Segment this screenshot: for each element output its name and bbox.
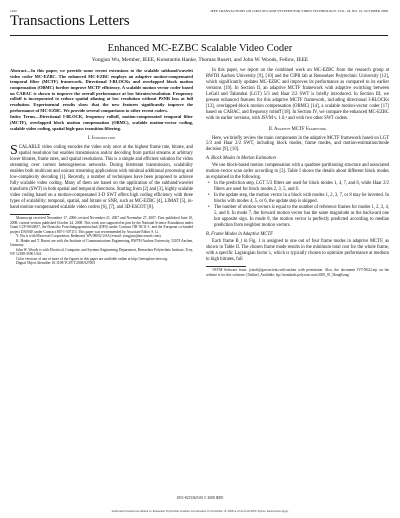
footnote-divider: [10, 214, 50, 215]
paper-title: Enhanced MC-EZBC Scalable Video Coder: [107, 43, 293, 54]
footnote-author-woods: John W. Woods is with Electrical, Computer, and Systems Engineering Department, Rensselaer Polytechnic Institute, Troy, NY 12180-3590 USA.: [10, 247, 193, 257]
section-title: Transactions Letters: [10, 13, 130, 29]
frame-modes-paragraph: Each frame B_t in Fig. 1 is assigned to one out of four frame modes in adaptive MCTF, as shown in Table II. The chosen frame mode results in the minimum total cost for the whole frame, with a specific Lagrangian factor λ, which is typically chosen to optimize performance at medium to high bitrates, full: [206, 238, 389, 262]
copyright-id: 1051-8215/$25.00 © 2008 IEEE: [176, 496, 224, 500]
footnote-divider: [206, 266, 246, 267]
heading-introduction: I. Introduction: [87, 136, 116, 142]
paper-authors: Yongjun Wu, Member, IEEE, Konstantin Hanke, Thomas Rusert, and John W. Woods, Fellow, IEEE: [91, 57, 309, 63]
intro-paragraph: SCALABLE video coding encodes the video only once at the highest frame rate, bitrate, and spatial resolution but enables transmission and/or decoding from partial streams at arbitrary lower bitrates, frame rates, and spatial resolutions. This is a simple and efficient solution for video streaming over current heterogeneous networks. During bitstream transmission, scalability enables both multicast and unicast streaming applications with minimal additional processing and low-complexity decoding [1]. Recently, a number of techniques have been proposed to achieve fully scalable video coding. Many of them are based on the application of the subband/wavelet transform (SWT) in both spatial and temporal directions. Starting from [2] and [3], highly scalable video coding based on a motion-compensated 3-D SWT offers high coding efficiency with three types of scalability: temporal, spatial, and bitrate or SNR, such as MC-EZBC [4], LIMAT [5], in-band motion-compensated scalable video coders [6], [7], and 3D-ESCOT [8].: [10, 143, 193, 210]
list-item: • The number of motion vectors is equal to the number of reference frames for modes 1, 2, 3, 4, 5, and 6. In mode 7, the forward motion vector has the same magnitude as the backward one but opposite sign. In mode 8, the motion vector is perfectly predicted according to median prediction from neighbor motion vectors.: [214, 205, 389, 229]
journal-header: IEEE TRANSACTIONS ON CIRCUITS AND SYSTEMS FOR VIDEO TECHNOLOGY, VOL. 18, NO. 10, OCTOBER 2008: [210, 9, 388, 13]
list-item: • In the update step, the motion vector in a block with modes 1, 2, 3, 7, or 8 may be inverted. In blocks with modes 4, 5, or 6, the update step is skipped.: [214, 193, 389, 205]
footnote-manuscript: Manuscript received November 17, 2006; revised November 21, 2007 and November 27, 2007. First published June 10, 2008; current version published October 24, 2008. This work was supported in part by the National Science Foundation under Grant CCF-0634837, the Deutsche Forschungsgemeinschaft (DFG) under Contract OH 50/11-1, and the European co-funded project DANAE under Contract IST-1-507113. This paper was recommended by Associate Editor S. Li.: [10, 216, 193, 234]
abstract: Abstract—In this paper, we provide some recent extensions to the scalable subband/wavelet video coder MC-EZBC. The enhanced MC-EZBC employs an adaptive motion-compensated temporal filter (MCTF) framework. Directional I-BLOCKs and overlapped block motion compensation (OBMC) further improve MCTF efficiency. A scalable motion vector coder based on CABAC is shown to improve the overall performance at low bitrates/resolution. Frequency rolloff is incorporated to reduce spatial aliasing at low resolution without PSNR loss at full resolution. Experimental results show that the new features significantly improve the performance of MC-EZBC. We provide several comparisons to other recent coders.: [10, 68, 193, 113]
footnote-author-hanke: K. Hanke and T. Rusert are with the Institute of Communications Engineering, RWTH Aachen University, 52074 Aachen, Germany.: [10, 238, 193, 248]
title-divider: [10, 35, 388, 36]
left-column: [10, 68, 193, 266]
adaptive-mctf-paragraph: Here, we briefly review the main components in the adaptive MCTF framework based on LGT 5/3 and Haar 2/2 SWT, including block modes, frame modes, and motion-estimation/mode decision [9], [10].: [206, 135, 389, 153]
footnote-jsvm: ¹JSVM Software from: jvtsoft@garcon.ient.rwth-aachen with permission. Also, the document JVT-N022.zip on the website is for this software. [Online]. Available: ftp://standards.polycom.com/2005_01_HongKong/: [206, 268, 389, 277]
subheading-block-modes: A. Block Modes in Motion Estimation: [206, 156, 276, 162]
index-terms: Index Terms—Directional I-BLOCK, frequency rolloff, motion-compensated temporal filter (MCTF), overlapped block motion compensation (OBMC), scalable motion-vector coding, scalable video coding, spatial high-pass transition filtering.: [10, 114, 193, 131]
list-item: • In the prediction step, LGT 5/3 filters are used for block modes 1, 4, 7, and 8, while Haar 2/2 filters are used for block modes 2, 3, 5, and 6.: [214, 181, 389, 193]
access-disclaimer: Authorized licensed use limited to: Rensselaer Polytechnic Institute. Downloaded on November 19, 2008 at 10:44 from IEEE Xplore. Restrictions apply.: [111, 509, 289, 513]
heading-adaptive-mctf: II. Adaptive MCTF Framework: [268, 126, 327, 132]
right-column: [206, 68, 389, 277]
page-number: 1432: [10, 9, 17, 13]
subheading-frame-modes: B. Frame Modes in Adaptive MCTF: [206, 231, 273, 237]
footnote-color-versions: Color versions of one or more of the figures in this paper are available online at http://ieeexplore.ieee.org.: [16, 256, 169, 261]
footnote-author-wu: Y. Wu is with Microsoft Corporation, Redmond, WA 98052 USA (e-mail: yongjuw@microsoft.com).: [16, 234, 162, 239]
overview-paragraph: In this paper, we report on the combined work on MC-EZBC from the research group at RWTH Aachen University [9], [10] and the CIPR lab at Rensselaer Polytechnic University [12], which significantly updates MC-EZBC and improves its performance as compared to its earlier versions [19]. In Section II, an adaptive MCTF framework with adaptive switching between LeGall and Tabatabai (LGT) 5/3 and Haar 2/2 SWT is briefly introduced. In Section III, we present enhanced features for this adaptive MCTF framework, including directional I-BLOCKs [13], overlapped-block motion compensation (OBMC) [14], a scalable motion-vector coder [17] based on CABAC, and frequency rolloff [18]. In Section IV, we compare the enhanced MC-EZBC with its earlier versions, with JSVM v. 1.0,¹ and with two other SWT coders.: [206, 68, 389, 121]
block-modes-list: [206, 181, 389, 229]
footnote-doi: Digital Object Identifier 10.1109/TCSVT.2008.927003: [16, 261, 96, 266]
block-modes-paragraph: We use block-based motion compensation with a quadtree partitioning structure and associated motion-vector scan order according to [3]. Table I shows the details about different block modes as explained in the following.: [206, 163, 389, 181]
